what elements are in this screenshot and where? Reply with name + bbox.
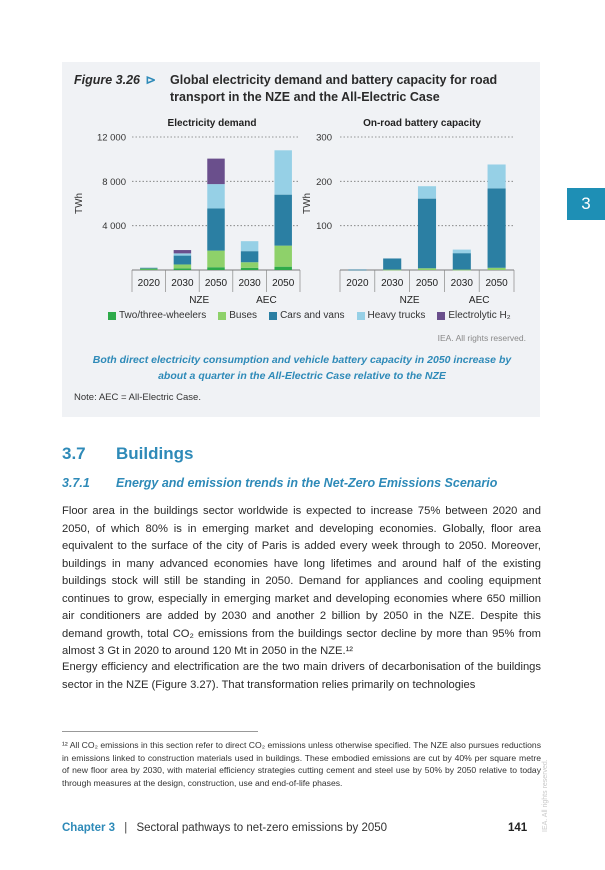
bar-segment	[274, 150, 291, 194]
bar-segment	[207, 159, 224, 184]
legend-swatch	[437, 312, 445, 320]
bar-segment	[488, 188, 506, 267]
bar-segment	[174, 256, 191, 265]
legend-item	[437, 310, 510, 321]
section-number: 3.7	[62, 444, 86, 463]
x-tick-label: 2050	[204, 278, 228, 289]
figure-note: Note: AEC = All-Electric Case.	[74, 392, 201, 403]
figure-panel	[62, 62, 540, 417]
body-paragraph: Energy efficiency and electrification are the two main drivers of decarbonisation of the buildings sector in the NZE (Figure 3.27). That transformation relies primarily on technologies	[62, 661, 541, 691]
figure-number: Figure 3.26 ⊳	[74, 73, 156, 87]
x-tick-label: 2050	[415, 278, 439, 289]
bar-segment	[207, 184, 224, 208]
bar-segment	[453, 250, 471, 254]
footer-chapter	[62, 822, 387, 834]
group-label: NZE	[399, 295, 420, 306]
chart-title: On-road battery capacity	[363, 118, 481, 129]
bar-segment	[207, 267, 224, 270]
x-tick-label: 2030	[171, 278, 194, 289]
figure-title: Global electricity demand and battery capacity for road transport in the NZE and the All-Electric Case	[170, 73, 498, 104]
page-number: 141	[508, 822, 528, 834]
bar-segment	[174, 250, 191, 253]
chart-panel-2	[302, 118, 514, 306]
legend-swatch	[357, 312, 365, 320]
bar-segment	[241, 241, 258, 251]
figure-caption: Both direct electricity consumption and vehicle battery capacity in 2050 increase by about a quarter in the All-Electric Case relative to the NZE	[92, 354, 512, 382]
footer-separator: |	[124, 822, 128, 834]
footnote: ¹² All CO₂ emissions in this section refer to direct CO₂ emissions unless otherwise specified. The NZE also pursues reductions in emissions linked to construction materials used in buildings. These embodied emissions are cut by 40% per square metre of new floor area by 2030, with material efficiency strategies cutting cement and steel use by 50% by 2050 relative to today through measures at the design, construction, use and end-of-life phases.	[62, 740, 541, 788]
footer-chapter-title: Sectoral pathways to net-zero emissions by 2050	[136, 822, 388, 834]
legend-swatch	[269, 312, 277, 320]
bar-segment	[140, 268, 157, 269]
bar-segment	[418, 186, 436, 198]
bar-segment	[207, 208, 224, 250]
chart-title: Electricity demand	[167, 118, 257, 129]
bar-segment	[174, 253, 191, 255]
group-label: AEC	[256, 295, 277, 306]
body-paragraph: Floor area in the buildings sector worldwide is expected to increase 75% between 2020 and 2050, of which 80% is in emerging market and developing economies. Globally, floor area equivalent to the surface of the city of Paris is added every week through to 2050. Moreover, buildings in many advanced economies have long lifetimes and around half of the existing buildings stock will still be standing in 2050. Demand for appliances and cooling equipment continues to grow, especially in emerging market and developing economies where 650 million air conditioners are added by 2030 and another 2 billion by 2050 in the NZE. Despite this demand growth, total CO₂ emissions from the buildings sector decline by more than 95% from almost 3 Gt in 2020 to around 120 Mt in 2050 in the NZE.¹²	[62, 505, 541, 657]
legend-swatch	[218, 312, 226, 320]
subsection-title: Energy and emission trends in the Net-Zero Emissions Scenario	[116, 476, 498, 490]
bar-segment	[241, 251, 258, 262]
legend-label: Cars and vans	[280, 310, 345, 321]
bar-segment	[274, 246, 291, 267]
legend-item	[357, 310, 426, 321]
bar-segment	[488, 268, 506, 270]
x-tick-label: 2050	[272, 278, 295, 289]
legend-item	[108, 310, 206, 321]
x-tick-label: 2030	[450, 278, 473, 289]
figure-credit: IEA. All rights reserved.	[437, 333, 526, 343]
legend-label: Electrolytic H₂	[448, 310, 511, 321]
legend-item	[218, 310, 257, 321]
y-tick-label: 300	[316, 132, 332, 144]
x-tick-label: 2050	[485, 278, 508, 289]
bar-segment	[383, 270, 401, 271]
y-tick-label: 8 000	[102, 176, 126, 188]
triangle-icon: ⊳	[145, 73, 156, 87]
bar-segment	[174, 264, 191, 268]
legend-label: Buses	[229, 310, 258, 321]
group-label: NZE	[189, 295, 210, 306]
section-title: Buildings	[116, 444, 194, 463]
y-tick-label: 4 000	[102, 221, 126, 233]
legend-swatch	[108, 312, 116, 320]
bar-segment	[241, 262, 258, 268]
bar-segment	[174, 268, 191, 270]
chart-legend	[108, 310, 511, 321]
bar-segment	[348, 270, 366, 271]
legend-label: Heavy trucks	[367, 310, 426, 321]
bar-segment	[488, 164, 506, 188]
y-tick-label: 200	[316, 176, 332, 188]
figure-charts	[62, 114, 540, 309]
watermark: IEA. All rights reserved.	[542, 759, 549, 832]
bar-segment	[207, 251, 224, 268]
bar-segment	[274, 267, 291, 270]
x-tick-label: 2020	[137, 278, 160, 289]
y-tick-label: 100	[316, 221, 332, 233]
footnote-divider	[62, 731, 258, 732]
bar-segment	[241, 268, 258, 270]
bar-segment	[418, 268, 436, 270]
bar-segment	[453, 270, 471, 271]
chapter-side-tab[interactable]: 3	[567, 188, 605, 220]
bar-segment	[453, 253, 471, 269]
x-tick-label: 2030	[238, 278, 261, 289]
legend-label: Two/three-wheelers	[119, 310, 207, 321]
footer-chapter-label: Chapter 3	[62, 822, 116, 834]
bar-segment	[383, 258, 401, 269]
y-axis-label: TWh	[302, 192, 313, 214]
figure-title-block	[74, 72, 529, 104]
subsection-number: 3.7.1	[62, 476, 90, 490]
x-tick-label: 2030	[381, 278, 404, 289]
y-tick-label: 12 000	[96, 132, 126, 144]
legend-item	[269, 310, 344, 321]
y-axis-label: TWh	[74, 192, 85, 214]
bar-segment	[274, 195, 291, 246]
bar-segment	[140, 269, 157, 270]
bar-segment	[418, 199, 436, 269]
x-tick-label: 2020	[346, 278, 369, 289]
chart-panel-1	[74, 118, 300, 306]
group-label: AEC	[468, 295, 490, 306]
